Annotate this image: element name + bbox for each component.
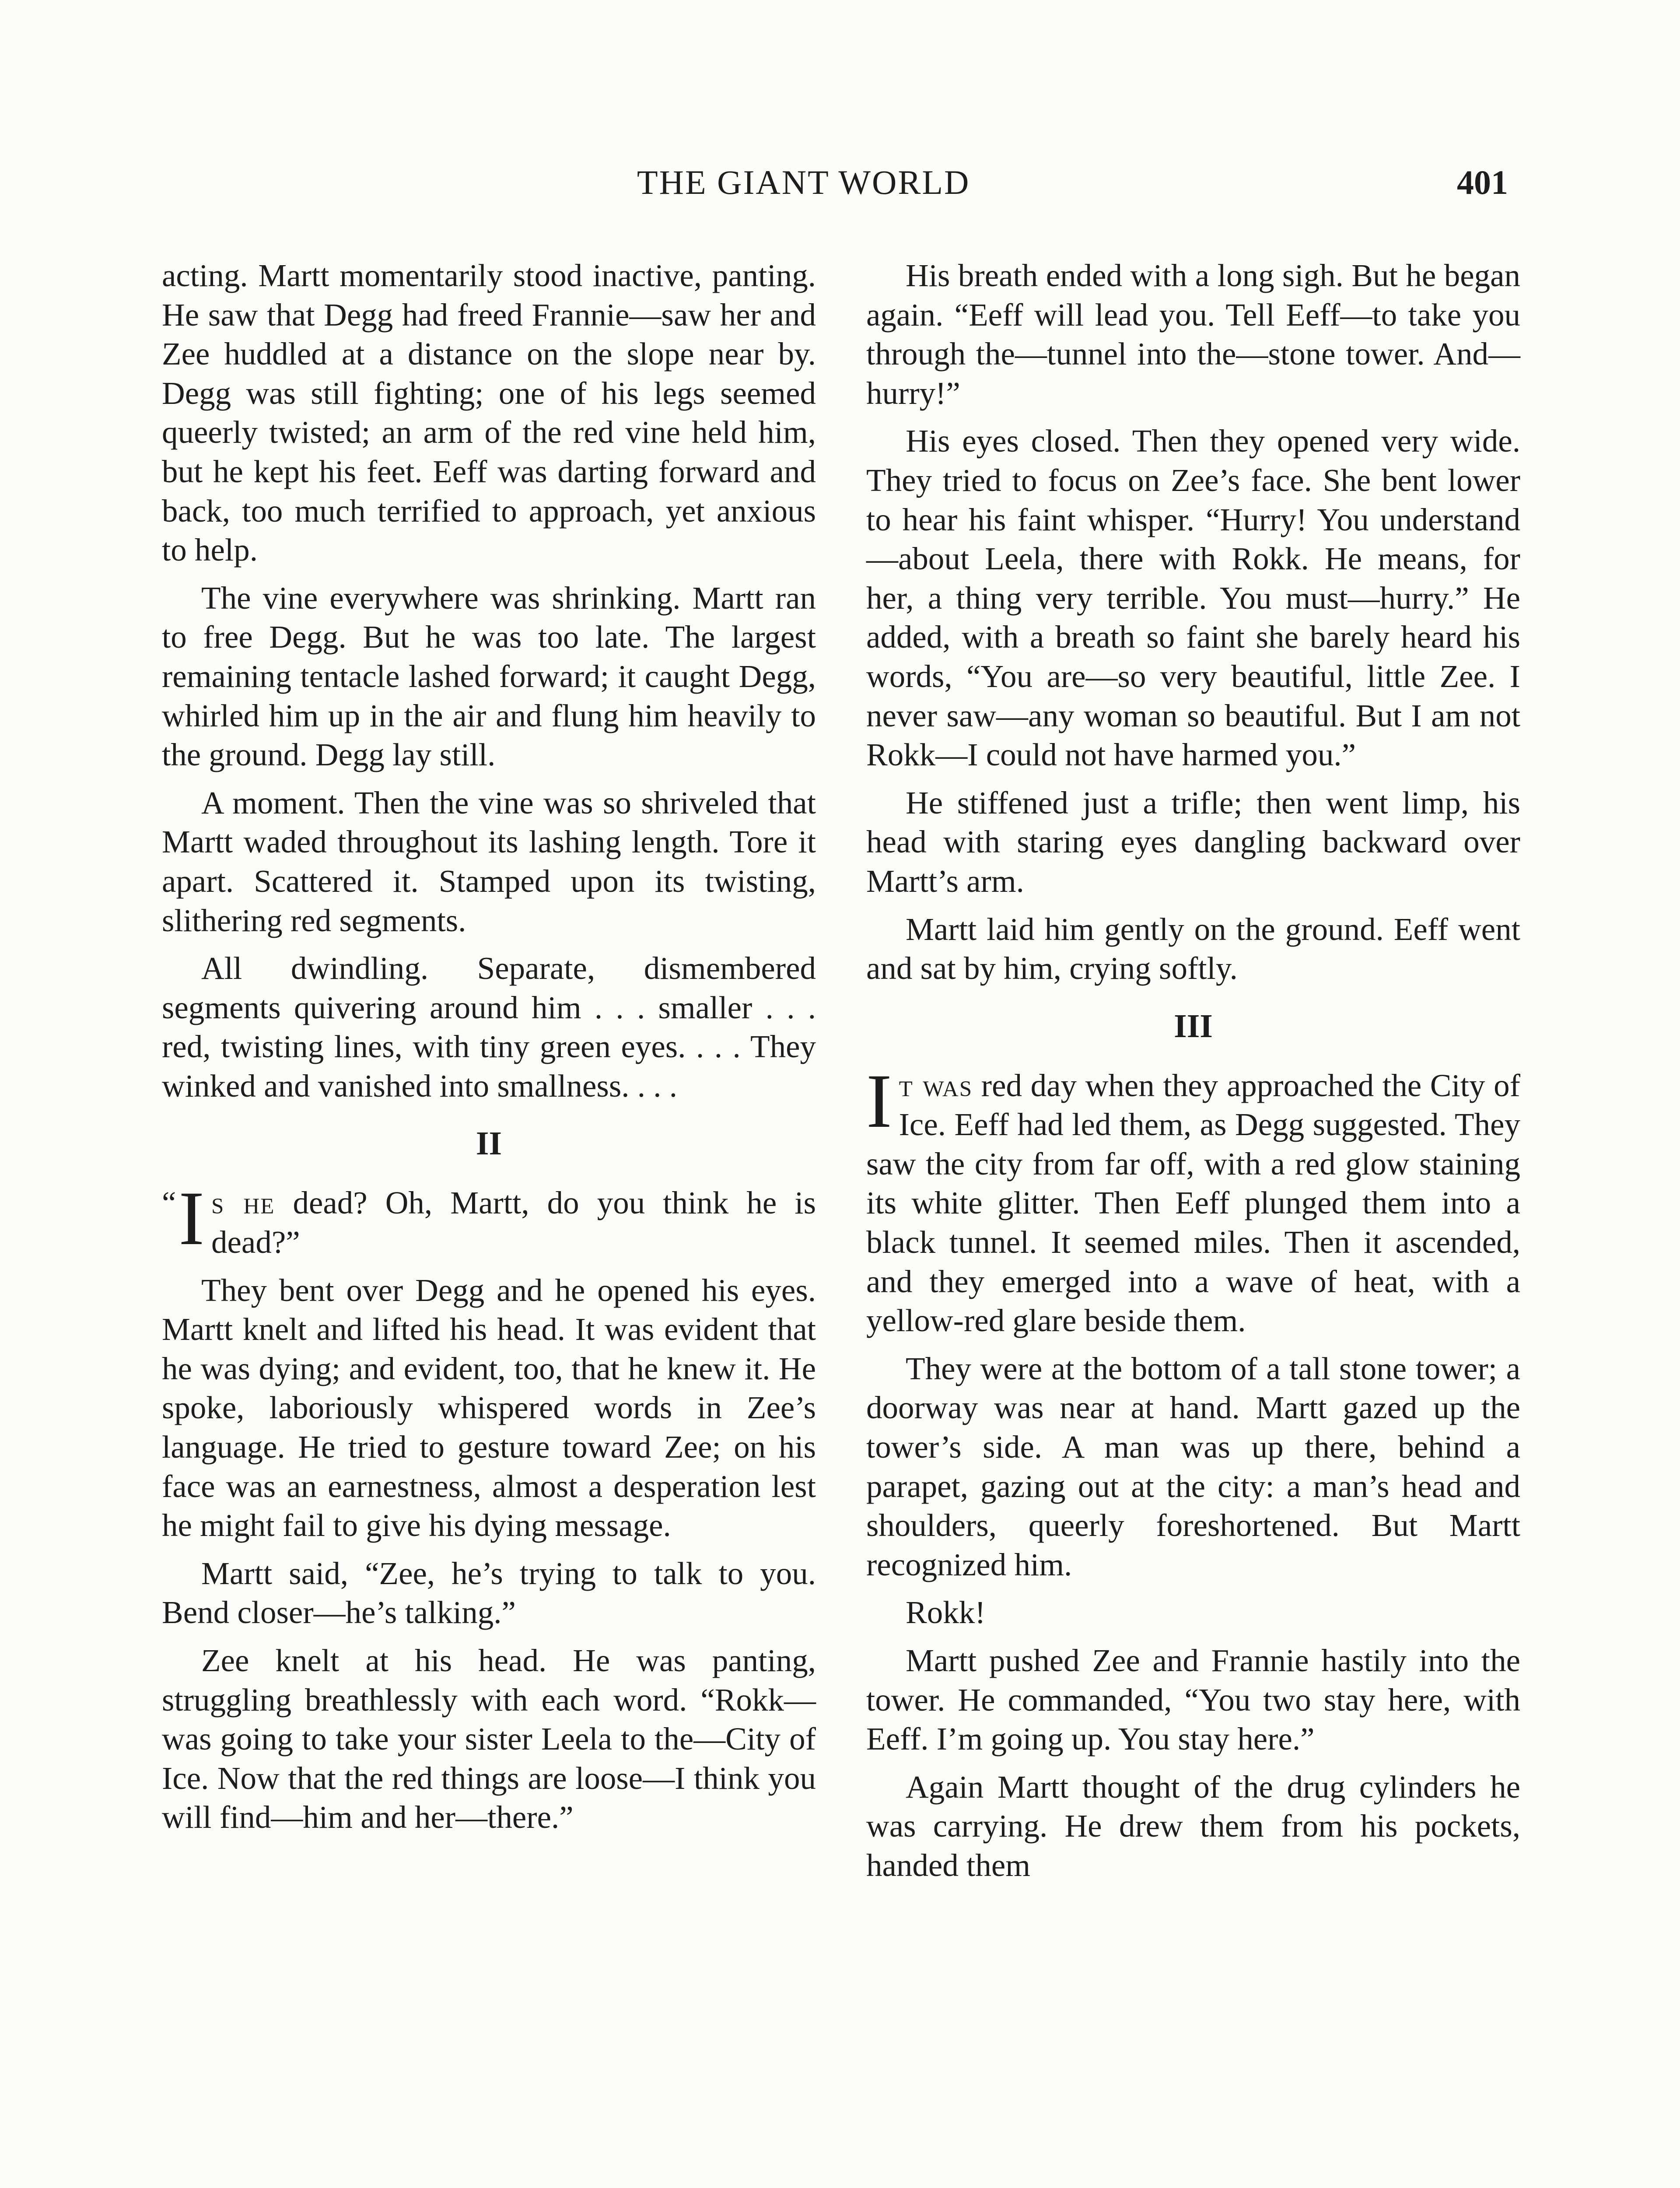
paragraph: All dwindling. Separate, dismembered segments quivering around him . . . smaller . . . red, twisting lines, with tiny green eyes. . . . They winked and vanished into smallness. . . . <box>162 950 816 1104</box>
paragraph: Martt laid him gently on the ground. Eeff went and sat by him, crying softly. <box>866 911 1520 986</box>
paragraph: Again Martt thought of the drug cylinders he was carrying. He drew them from his pockets, handed them <box>866 1769 1520 1883</box>
running-title: THE GIANT WORLD <box>637 163 970 201</box>
page-header <box>0 158 1680 207</box>
paragraph-text: dead? Oh, Martt, do you think he is dead?” <box>211 1185 816 1260</box>
paragraph: Zee knelt at his head. He was panting, struggling breathlessly with each word. “Rokk—was going to take your sister Leela to the—City of Ice. Now that the red things are loose—I think you will find—him and her—there.” <box>162 1643 816 1835</box>
paragraph: Martt pushed Zee and Frannie hastily into the tower. He commanded, “You two stay here, with Eeff. I’m going up. You stay here.” <box>866 1643 1520 1757</box>
paragraph: They bent over Degg and he opened his eyes. Martt knelt and lifted his head. It was evident that he was dying; and evident, too, that he knew it. He spoke, laboriously whispered words in Zee’s language. He tried to gesture toward Zee; on his face was an earnestness, almost a desperation lest he might fail to give his dying message. <box>162 1272 816 1543</box>
paragraph: The vine everywhere was shrinking. Martt ran to free Degg. But he was too late. The largest remaining tentacle lashed forward; it caught Degg, whirled him up in the air and flung him heavily to the ground. Degg lay still. <box>162 580 816 773</box>
paragraph: Rokk! <box>906 1595 986 1630</box>
section-heading-3: III <box>1174 1007 1213 1045</box>
paragraph: His breath ended with a long sigh. But he began again. “Eeff will lead you. Tell Eeff—to take you through the—tunnel into the—stone tower. And—hurry!” <box>866 258 1520 411</box>
paragraph: They were at the bottom of a tall stone tower; a doorway was near at hand. Martt gazed up the tower’s side. A man was up there, behind a parapet, gazing out at the city: a man’s head and shoulders, queerly foreshortened. But Martt recognized him. <box>866 1350 1520 1582</box>
paragraph: His eyes closed. Then they opened very wide. They tried to focus on Zee’s face. She bent lower to hear his faint whisper. “Hurry! You understand—about Leela, there with Rokk. He means, for her, a thing very terrible. You must—hurry.” He added, with a breath so faint she barely heard his words, “You are—so very beautiful, little Zee. I never saw—any woman so beautiful. But I am not Rokk—I could not have harmed you.” <box>866 423 1520 773</box>
section-heading-2: II <box>476 1125 502 1162</box>
open-quote: “ <box>162 1185 176 1221</box>
section-opening-paragraph <box>162 1176 816 1262</box>
right-column <box>866 256 1520 1885</box>
drop-cap: I <box>866 1058 892 1144</box>
paragraph: A moment. Then the vine was so shriveled that Martt waded throughout its lashing length. Tore it apart. Scattered it. Stamped upon its twisting, slithering red segments. <box>162 785 816 938</box>
section-opening-paragraph <box>866 1058 1520 1340</box>
small-caps-lead: t was <box>899 1067 973 1103</box>
paragraph: He stiffened just a trifle; then went limp, his head with staring eyes dangling backward over Martt’s arm. <box>866 785 1520 899</box>
paragraph: acting. Martt momentarily stood inactive, panting. He saw that Degg had freed Frannie—saw her and Zee huddled at a distance on the slope near by. Degg was still fighting; one of his legs seemed queerly twisted; an arm of the red vine held him, but he kept his feet. Eeff was darting forward and back, too much terrified to approach, yet anxious to help. <box>162 258 816 568</box>
page-number: 401 <box>1457 163 1508 201</box>
left-column <box>162 256 816 1837</box>
small-caps-lead: s he <box>211 1185 275 1221</box>
paragraph-text: red day when they approached the City of Ice. Eeff had led them, as Degg suggested. They saw the city from far off, with a red glow staining its white glitter. Then Eeff plunged them into a black tunnel. It seemed miles. Then it ascended, and they emerged into a wave of heat, with a yellow-red glare beside them. <box>866 1067 1520 1339</box>
drop-cap: I <box>178 1176 205 1262</box>
paragraph: Martt said, “Zee, he’s trying to talk to you. Bend closer—he’s talking.” <box>162 1555 816 1630</box>
